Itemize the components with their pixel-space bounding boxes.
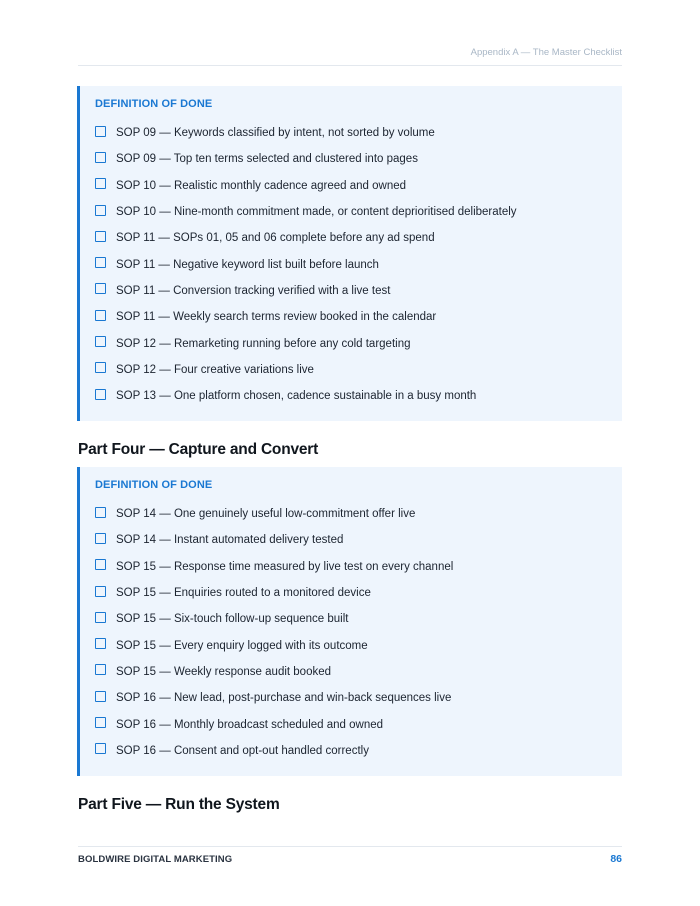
checkbox-icon[interactable] — [95, 586, 106, 597]
section-heading-part-four: Part Four — Capture and Convert — [78, 441, 319, 458]
checklist-item-label: SOP 09 — Keywords classified by intent, not sorted by volume — [116, 127, 435, 140]
checkbox-icon[interactable] — [95, 612, 106, 623]
checkbox-icon[interactable] — [95, 389, 106, 400]
checkbox-icon[interactable] — [95, 126, 106, 137]
checklist-item — [95, 251, 517, 277]
checklist-item-label: SOP 11 — Weekly search terms review booked in the calendar — [116, 311, 437, 324]
definition-of-done-title: DEFINITION OF DONE — [95, 479, 213, 491]
checklist-item — [95, 278, 517, 304]
checklist-item — [95, 632, 453, 658]
checklist-item — [95, 685, 453, 711]
page-number: 86 — [610, 853, 622, 865]
checklist-item — [95, 659, 453, 685]
checklist-item — [95, 357, 517, 383]
checklist-item — [95, 383, 517, 409]
checklist-item-label: SOP 15 — Six-touch follow-up sequence built — [116, 613, 349, 626]
checklist-item-label: SOP 15 — Weekly response audit booked — [116, 665, 332, 678]
checkbox-icon[interactable] — [95, 152, 106, 163]
checklist-item-label: SOP 09 — Top ten terms selected and clustered into pages — [116, 153, 418, 166]
running-header: Appendix A — The Master Checklist — [470, 47, 622, 58]
checklist-item-label: SOP 12 — Remarketing running before any cold targeting — [116, 337, 411, 350]
checklist-item — [95, 304, 517, 330]
checklist-item-label: SOP 10 — Realistic monthly cadence agreed and owned — [116, 179, 407, 192]
checkbox-icon[interactable] — [95, 362, 106, 373]
checklist-item — [95, 330, 517, 356]
checkbox-icon[interactable] — [95, 743, 106, 754]
checklist-item — [95, 120, 517, 146]
checkbox-icon[interactable] — [95, 336, 106, 347]
footer-brand: BOLDWIRE DIGITAL MARKETING — [78, 854, 233, 865]
checklist-item-label: SOP 11 — SOPs 01, 05 and 06 complete before any ad spend — [116, 232, 435, 245]
checklist-item-label: SOP 11 — Conversion tracking verified with a live test — [116, 284, 391, 297]
definition-of-done-box-1 — [77, 86, 622, 421]
checklist-item-label: SOP 16 — New lead, post-purchase and win-back sequences live — [116, 692, 452, 705]
checklist-item-label: SOP 16 — Monthly broadcast scheduled and owned — [116, 718, 384, 731]
footer-divider — [78, 846, 622, 847]
checkbox-icon[interactable] — [95, 231, 106, 242]
checklist-item — [95, 173, 517, 199]
checklist-item — [95, 606, 453, 632]
definition-of-done-box-2 — [77, 467, 622, 776]
checklist-item-label: SOP 12 — Four creative variations live — [116, 363, 314, 376]
checklist-item — [95, 554, 453, 580]
checklist — [95, 120, 517, 409]
checklist-item-label: SOP 15 — Response time measured by live test on every channel — [116, 560, 454, 573]
checkbox-icon[interactable] — [95, 533, 106, 544]
checklist-item — [95, 711, 453, 737]
checkbox-icon[interactable] — [95, 205, 106, 216]
checklist-item — [95, 199, 517, 225]
checkbox-icon[interactable] — [95, 507, 106, 518]
checklist-item-label: SOP 15 — Every enquiry logged with its outcome — [116, 639, 368, 652]
checkbox-icon[interactable] — [95, 638, 106, 649]
checkbox-icon[interactable] — [95, 310, 106, 321]
section-heading-part-five: Part Five — Run the System — [78, 796, 280, 813]
checklist-item-label: SOP 14 — Instant automated delivery tested — [116, 534, 344, 547]
checklist-item-label: SOP 10 — Nine-month commitment made, or content deprioritised deliberately — [116, 206, 517, 219]
checklist-item — [95, 527, 453, 553]
checkbox-icon[interactable] — [95, 691, 106, 702]
checkbox-icon[interactable] — [95, 559, 106, 570]
definition-of-done-title: DEFINITION OF DONE — [95, 98, 213, 110]
header-divider — [78, 65, 622, 66]
checklist-item — [95, 146, 517, 172]
checkbox-icon[interactable] — [95, 178, 106, 189]
checklist-item — [95, 225, 517, 251]
checklist-item — [95, 738, 453, 764]
checkbox-icon[interactable] — [95, 717, 106, 728]
checkbox-icon[interactable] — [95, 283, 106, 294]
checklist-item-label: SOP 14 — One genuinely useful low-commitment offer live — [116, 508, 416, 521]
checklist-item — [95, 501, 453, 527]
checklist-item — [95, 580, 453, 606]
checklist-item-label: SOP 13 — One platform chosen, cadence sustainable in a busy month — [116, 390, 477, 403]
checkbox-icon[interactable] — [95, 257, 106, 268]
checklist-item-label: SOP 15 — Enquiries routed to a monitored device — [116, 587, 371, 600]
checklist-item-label: SOP 16 — Consent and opt-out handled correctly — [116, 744, 369, 757]
checklist — [95, 501, 453, 764]
checklist-item-label: SOP 11 — Negative keyword list built before launch — [116, 258, 379, 271]
checkbox-icon[interactable] — [95, 664, 106, 675]
